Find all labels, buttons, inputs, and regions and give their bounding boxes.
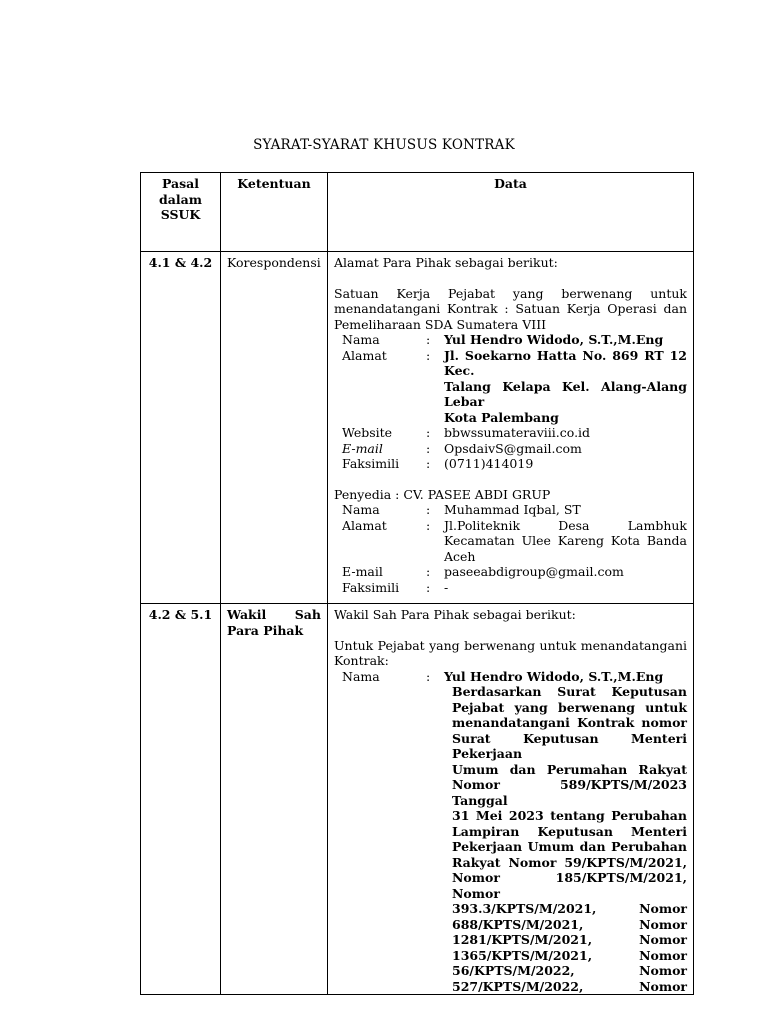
header-pasal: Pasal dalam SSUK <box>141 173 221 252</box>
ssuk-table <box>140 172 694 995</box>
wakil-dasar-hukum: Berdasarkan Surat Keputusan Pejabat yang berwenang untuk menandatangani Kontrak nomor Surat Keputusan Menteri Pekerjaan Umum dan Perumahan Rakyat Nomor 589/KPTS/M/2023 Tanggal 31 Mei 2023 tentang Perubahan Lampiran Keputusan Menteri Pekerjaan Umum dan Perubahan Rakyat Nomor 59/KPTS/M/2021, Nomor 185/KPTS/M/2021, Nomor 393.3/KPTS/M/2021, Nomor 688/KPTS/M/2021, Nomor 1281/KPTS/M/2021, Nomor 1365/KPTS/M/2021, Nomor 56/KPTS/M/2022, Nomor 527/KPTS/M/2022, Nomor <box>452 684 687 994</box>
ketentuan-cell: Wakil Sah Para Pihak <box>221 604 328 995</box>
table-header-row <box>141 173 694 252</box>
field-penyedia-email: E-mail : paseeabdigroup@gmail.com <box>342 564 624 579</box>
pasal-cell: 4.2 & 5.1 <box>141 604 221 995</box>
table-row-korespondensi <box>141 252 694 604</box>
field-faksimili: Faksimili : (0711)414019 <box>342 456 534 471</box>
data-cell: Alamat Para Pihak sebagai berikut: Satuan Kerja Pejabat yang berwenang untuk menandatangani Kontrak : Satuan Kerja Operasi dan Pemeliharaan SDA Sumatera VIII Nama : Yul Hendro Widodo, S.T.,M.Eng Alamat : Jl. Soekarno Hatta No. 869 RT 12 Kec. Talang Kelapa Kel. Alang-Alang Lebar Kota Palembang Website : bbwssumateraviii.co.id E-mail : OpsdaivS@gmail.com Faksimili : (0711)414019 Penyedia : CV. PASEE ABDI GRUP Nama : Muhammad Iqbal, ST Alamat : Jl.Politeknik Desa Lambhuk Kecamatan Ulee Kareng Kota Banda Aceh E-mail : paseeabdigroup@gmail.com Faksimili : - <box>328 252 694 604</box>
field-penyedia-faksimili: Faksimili : - <box>342 579 449 595</box>
header-data: Data <box>328 173 694 252</box>
field-alamat: Alamat : Jl. Soekarno Hatta No. 869 RT 12 Kec. Talang Kelapa Kel. Alang-Alang Lebar Kota Palembang <box>342 347 687 425</box>
pasal-cell: 4.1 & 4.2 <box>141 252 221 604</box>
data-cell: Wakil Sah Para Pihak sebagai berikut: Untuk Pejabat yang berwenang untuk menandatangani Kontrak: Nama : Yul Hendro Widodo, S.T.,M.Eng Berdasarkan Surat Keputusan Pejabat yang berwenang untuk menandatangani Kontrak nomor Surat Keputusan Menteri Pekerjaan Umum dan Perumahan Rakyat Nomor 589/KPTS/M/2023 Tanggal 31 Mei 2023 tentang Perubahan Lampiran Keputusan Menteri Pekerjaan Umum dan Perubahan Rakyat Nomor 59/KPTS/M/2021, Nomor 185/KPTS/M/2021, Nomor 393.3/KPTS/M/2021, Nomor 688/KPTS/M/2021, Nomor 1281/KPTS/M/2021, Nomor 1365/KPTS/M/2021, Nomor 56/KPTS/M/2022, Nomor 527/KPTS/M/2022, Nomor <box>328 604 694 995</box>
ketentuan-cell: Korespondensi <box>221 252 328 604</box>
header-ketentuan: Ketentuan <box>221 173 328 252</box>
field-penyedia-alamat: Alamat : Jl.Politeknik Desa Lambhuk Kecamatan Ulee Kareng Kota Banda Aceh <box>342 517 687 564</box>
field-wakil-nama: Nama : Yul Hendro Widodo, S.T.,M.Eng <box>342 668 664 684</box>
document-title: SYARAT-SYARAT KHUSUS KONTRAK <box>253 137 515 153</box>
field-penyedia-nama: Nama : Muhammad Iqbal, ST <box>342 502 581 517</box>
field-nama: Nama : Yul Hendro Widodo, S.T.,M.Eng <box>342 332 664 347</box>
penyedia-heading: Penyedia : CV. PASEE ABDI GRUP <box>334 486 551 502</box>
table-row-wakil-sah <box>141 604 694 995</box>
field-email: E-mail : OpsdaivS@gmail.com <box>342 440 582 456</box>
field-website: Website : bbwssumateraviii.co.id <box>342 425 591 440</box>
